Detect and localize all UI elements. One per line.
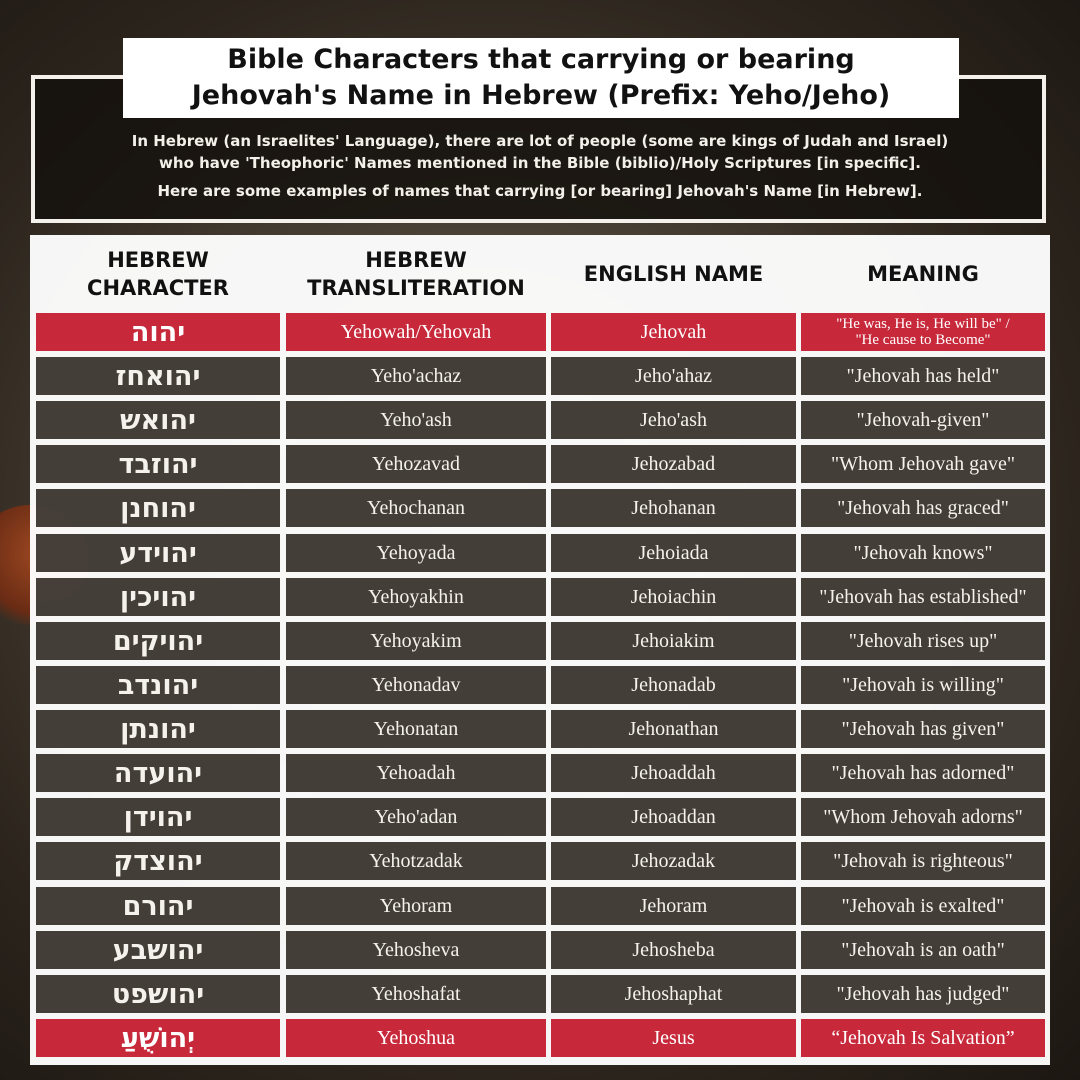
table-cell-translit: Yehoram [286, 887, 546, 925]
table-cell-english: Jehonadab [551, 666, 796, 704]
table-cell-english: Jesus [551, 1019, 796, 1057]
table-cell-translit: Yehoadah [286, 754, 546, 792]
table-cell-meaning: “Jehovah Is Salvation” [801, 1019, 1045, 1057]
table-cell-translit: Yehosheva [286, 931, 546, 969]
table-cell-hebrew: יהוידן [36, 798, 280, 836]
table-cell-hebrew: יהואחז [36, 357, 280, 395]
table-cell-meaning: "Jehovah has given" [801, 710, 1045, 748]
column-header-translit-line2: TRANSLITERATION [307, 276, 525, 300]
table-cell-english: Jehonathan [551, 710, 796, 748]
table-cell-translit: Yehozavad [286, 445, 546, 483]
table-cell-translit: Yehoyakim [286, 622, 546, 660]
column-header-translit-line1: HEBREW [365, 248, 467, 272]
table-cell-meaning: "Jehovah-given" [801, 401, 1045, 439]
table-cell-hebrew: יהויקים [36, 622, 280, 660]
table-cell-meaning: "Jehovah has graced" [801, 489, 1045, 527]
table-cell-english: Jehosheba [551, 931, 796, 969]
table-cell-hebrew: יהונתן [36, 710, 280, 748]
intro-line-1: In Hebrew (an Israelites' Language), there are lot of people (some are kings of Judah and Israel) [131, 132, 949, 150]
table-cell-hebrew: יהויכין [36, 578, 280, 616]
table-cell-meaning: "Jehovah is an oath" [801, 931, 1045, 969]
table-cell-english: Jeho'ahaz [551, 357, 796, 395]
table-cell-meaning: "Jehovah rises up" [801, 622, 1045, 660]
table-cell-translit: Yeho'ash [286, 401, 546, 439]
table-cell-translit: Yehonatan [286, 710, 546, 748]
table-cell-english: Jehoiakim [551, 622, 796, 660]
table-cell-hebrew: יהוזבד [36, 445, 280, 483]
table-cell-english: Jehoshaphat [551, 975, 796, 1013]
table-cell-hebrew: יהואש [36, 401, 280, 439]
table-cell-meaning: "Jehovah knows" [801, 534, 1045, 572]
table-cell-english: Jehozabad [551, 445, 796, 483]
table-cell-english: Jehovah [551, 313, 796, 351]
column-header-hebrew-line1: HEBREW [107, 248, 209, 272]
table-cell-english: Jehoram [551, 887, 796, 925]
table-cell-meaning: "Whom Jehovah gave" [801, 445, 1045, 483]
column-header-english-line1: ENGLISH NAME [583, 262, 764, 286]
table-cell-hebrew: יהוצדק [36, 842, 280, 880]
table-cell-english: Jehoiachin [551, 578, 796, 616]
table-cell-english: Jehoaddah [551, 754, 796, 792]
table-cell-meaning: "Whom Jehovah adorns" [801, 798, 1045, 836]
column-header-meaning-line1: MEANING [867, 262, 979, 286]
table-cell-hebrew: יהוה [36, 313, 280, 351]
table-cell-translit: Yehoshua [286, 1019, 546, 1057]
table-cell-meaning: "Jehovah has adorned" [801, 754, 1045, 792]
table-cell-hebrew: יהונדב [36, 666, 280, 704]
table-cell-hebrew: יהוידע [36, 534, 280, 572]
table-cell-translit: Yehochanan [286, 489, 546, 527]
table-cell-hebrew: יהושבע [36, 931, 280, 969]
meaning-line-2: "He cause to Become" [855, 332, 991, 348]
title-line-2: Jehovah's Name in Hebrew (Prefix: Yeho/Jeho) [191, 80, 891, 111]
column-header-hebrew-line2: CHARACTER [87, 276, 229, 300]
table-cell-translit: Yehotzadak [286, 842, 546, 880]
table-cell-english: Jehoiada [551, 534, 796, 572]
table-cell-english: Jehozadak [551, 842, 796, 880]
table-cell-english: Jehoaddan [551, 798, 796, 836]
table-cell-translit: Yehowah/Yehovah [286, 313, 546, 351]
table-cell-meaning: "Jehovah is righteous" [801, 842, 1045, 880]
table-cell-translit: Yehoyakhin [286, 578, 546, 616]
table-cell-meaning [801, 313, 1045, 351]
table-cell-translit: Yehonadav [286, 666, 546, 704]
table-cell-english: Jeho'ash [551, 401, 796, 439]
table-cell-meaning: "Jehovah is exalted" [801, 887, 1045, 925]
table-cell-hebrew: יהועדה [36, 754, 280, 792]
table-cell-meaning: "Jehovah is willing" [801, 666, 1045, 704]
table-cell-hebrew: יְהוֹשֻׁעַ [36, 1019, 280, 1057]
title-line-1: Bible Characters that carrying or bearing [227, 44, 855, 75]
table-cell-translit: Yehoshafat [286, 975, 546, 1013]
table-cell-meaning: "Jehovah has held" [801, 357, 1045, 395]
intro-line-2: who have 'Theophoric' Names mentioned in the Bible (biblio)/Holy Scriptures [in specific]. [159, 154, 921, 172]
table-cell-meaning: "Jehovah has established" [801, 578, 1045, 616]
table-cell-translit: Yehoyada [286, 534, 546, 572]
table-cell-english: Jehohanan [551, 489, 796, 527]
meaning-line-1: "He was, He is, He will be" / [836, 316, 1010, 332]
table-cell-translit: Yeho'achaz [286, 357, 546, 395]
table-cell-hebrew: יהורם [36, 887, 280, 925]
table-cell-hebrew: יהושפט [36, 975, 280, 1013]
table-cell-hebrew: יהוחנן [36, 489, 280, 527]
table-cell-translit: Yeho'adan [286, 798, 546, 836]
table-cell-meaning: "Jehovah has judged" [801, 975, 1045, 1013]
intro-line-3: Here are some examples of names that carrying [or bearing] Jehovah's Name [in Hebrew]. [157, 182, 923, 200]
